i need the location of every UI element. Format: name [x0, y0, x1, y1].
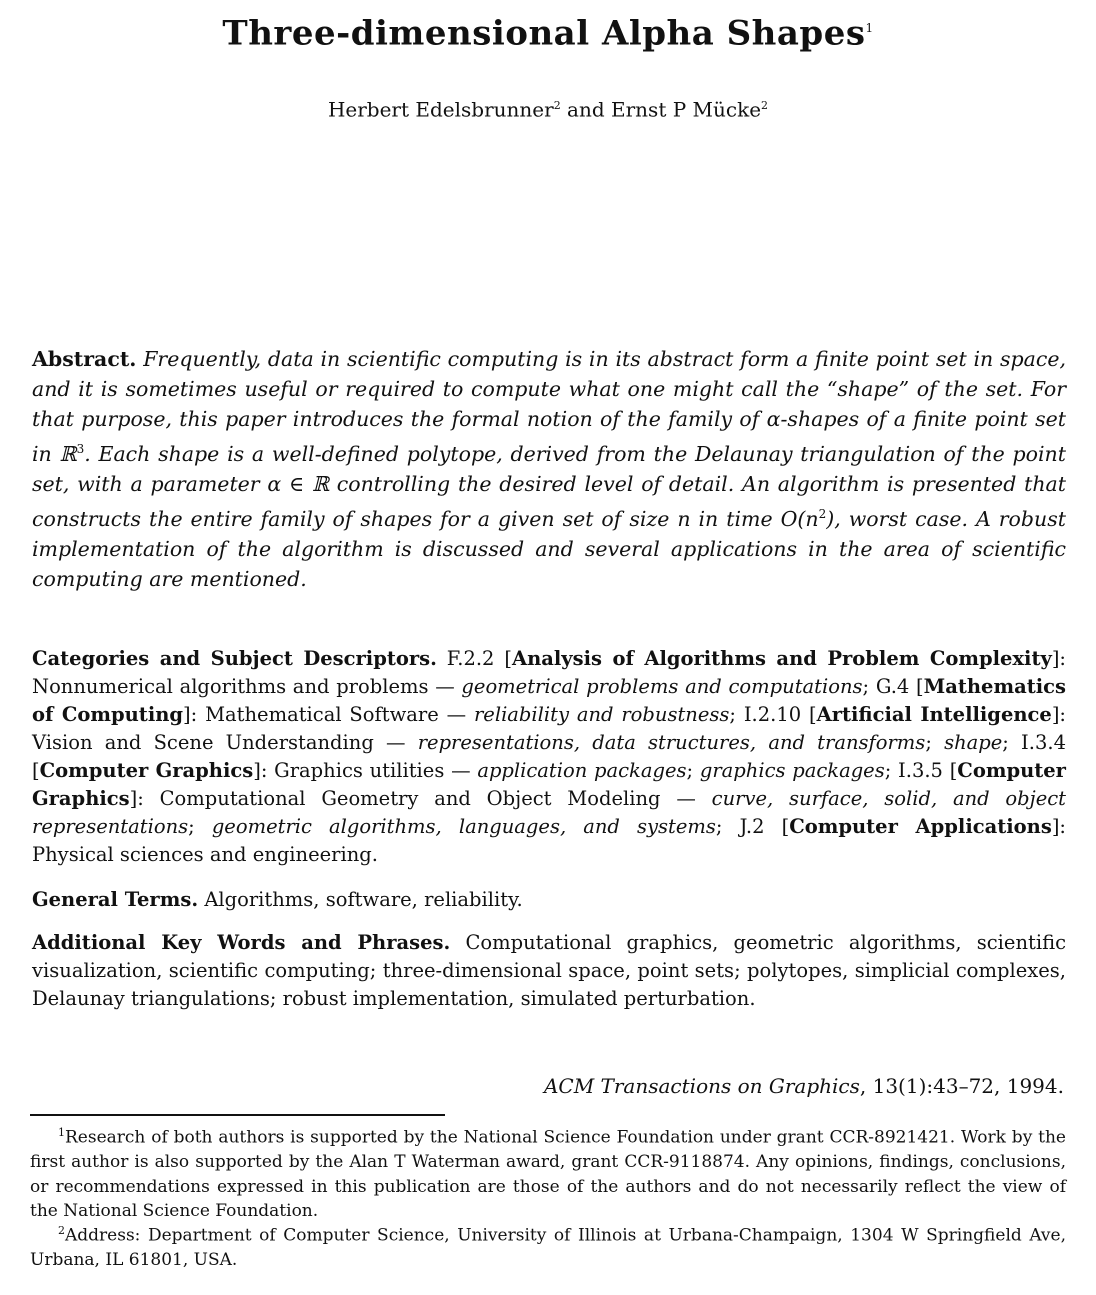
general-terms-heading: General Terms. — [32, 888, 199, 911]
abstract-text-2: . Each shape is a well-defined polytope, derived from the Delaunay triangulation of the point set, with a parameter α ∈ ℝ controlling the desired level of detail. An algorithm is presented that constructs the entire family of shapes for a given set of size n in time O(n — [32, 441, 1067, 531]
category-topic: geometrical problems and computations — [461, 675, 863, 698]
categories-text: ; G.4 [ — [862, 675, 924, 698]
footnote-1 — [30, 1121, 1066, 1224]
journal-name: ACM Transactions on Graphics — [543, 1074, 860, 1098]
keywords-heading: Additional Key Words and Phrases. — [32, 931, 451, 954]
category-topic: representations, data structures, and transforms — [417, 731, 926, 754]
general-terms-section — [32, 886, 1066, 914]
abstract-superscript-2: 2 — [818, 506, 827, 521]
category-name: Mathematics of Computing — [32, 675, 1066, 726]
title-text: Three-dimensional Alpha Shapes — [222, 13, 866, 54]
journal-reference: , 13(1):43–72, 1994. — [859, 1074, 1064, 1098]
category-topic: reliability and robustness — [473, 703, 730, 726]
abstract-superscript-1: 3 — [76, 442, 85, 456]
abstract-heading: Abstract. — [32, 347, 137, 371]
categories-text: ]: Nonnumerical algorithms and problems — — [32, 647, 1066, 698]
author-2-footnote-mark: 2 — [761, 99, 769, 112]
categories-text: ]: Computational Geometry and Object Modeling — — [129, 787, 712, 810]
categories-text: ; I.3.5 [ — [884, 759, 958, 782]
categories-text: ; — [925, 731, 945, 754]
categories-heading: Categories and Subject Descriptors. — [32, 647, 437, 670]
categories-text: ; — [686, 759, 700, 782]
category-topic: application packages — [477, 759, 687, 782]
categories-text: ; I.3.4 [ — [32, 731, 1066, 782]
footnote-2-text: Address: Department of Computer Science, University of Illinois at Urbana-Champaign, 1304 W Springfield Ave, Urbana, IL 61801, USA. — [30, 1225, 1066, 1271]
footnote-2-mark: 2 — [58, 1224, 65, 1237]
abstract-body — [32, 347, 1066, 591]
categories-text: ]: Graphics utilities — — [253, 759, 478, 782]
categories-text: ; J.2 [ — [715, 815, 790, 838]
author-2: Ernst P Mücke — [611, 97, 762, 122]
categories-text: ]: Physical sciences and engineering. — [32, 815, 1067, 866]
category-topic: curve, surface, solid, and object representations — [32, 787, 1066, 838]
categories-text: ]: Mathematical Software — — [183, 703, 474, 726]
footnote-1-text: Research of both authors is supported by the National Science Foundation under grant CCR-8921421. Work by the first author is also supported by the Alan T Waterman award, grant CCR-9118874. Any opinions, findings, conclusions, or recommendations expressed in this publication are those of the authors and do not necessarily reflect the view of the National Science Foundation. — [30, 1127, 1066, 1222]
abstract — [32, 344, 1066, 594]
journal-citation — [544, 1072, 1064, 1100]
category-topic: graphics packages — [699, 759, 885, 782]
categories-section — [32, 645, 1066, 869]
category-name: Artificial Intelligence — [816, 703, 1052, 726]
categories-text: ; I.2.10 [ — [729, 703, 817, 726]
category-name: Analysis of Algorithms and Problem Complexity — [511, 647, 1052, 670]
categories-text: F.2.2 [ — [446, 647, 512, 670]
category-topic: geometric algorithms, languages, and systems — [211, 815, 716, 838]
author-1: Herbert Edelsbrunner — [327, 97, 554, 122]
keywords-section — [32, 929, 1066, 1013]
authors-conjunction: and — [567, 97, 605, 122]
category-name: Computer Graphics — [39, 759, 254, 782]
keywords-text: Computational graphics, geometric algorithms, scientific visualization, scientific computing; three-dimensional space, point sets; polytopes, simplicial complexes, Delaunay triangulations; robust implementation, simulated perturbation. — [32, 931, 1066, 1010]
categories-text: ; — [188, 815, 212, 838]
title-footnote-mark: 1 — [865, 21, 874, 35]
author-1-footnote-mark: 2 — [553, 99, 561, 112]
footnote-2 — [30, 1219, 1066, 1273]
abstract-text-3: ), worst case. A robust implementation of the algorithm is discussed and several applications in the area of scientific computing are mentioned. — [32, 506, 1066, 591]
category-name: Computer Graphics — [32, 759, 1066, 810]
general-terms-text: Algorithms, software, reliability. — [204, 888, 523, 911]
footnote-rule — [30, 1114, 445, 1116]
abstract-text-1: Frequently, data in scientific computing is in its abstract form a finite point set in space, and it is sometimes useful or required to compute what one might call the “shape” of the set. For that purpose, this paper introduces the formal notion of the family of α-shapes of a finite point set in ℝ — [32, 347, 1066, 466]
categories-text: ]: Vision and Scene Understanding — — [32, 703, 1066, 754]
category-topic: shape — [944, 731, 1003, 754]
paper-title — [0, 6, 1096, 55]
footnote-1-mark: 1 — [58, 1126, 65, 1139]
authors-line — [0, 92, 1096, 124]
category-name: Computer Applications — [789, 815, 1052, 838]
